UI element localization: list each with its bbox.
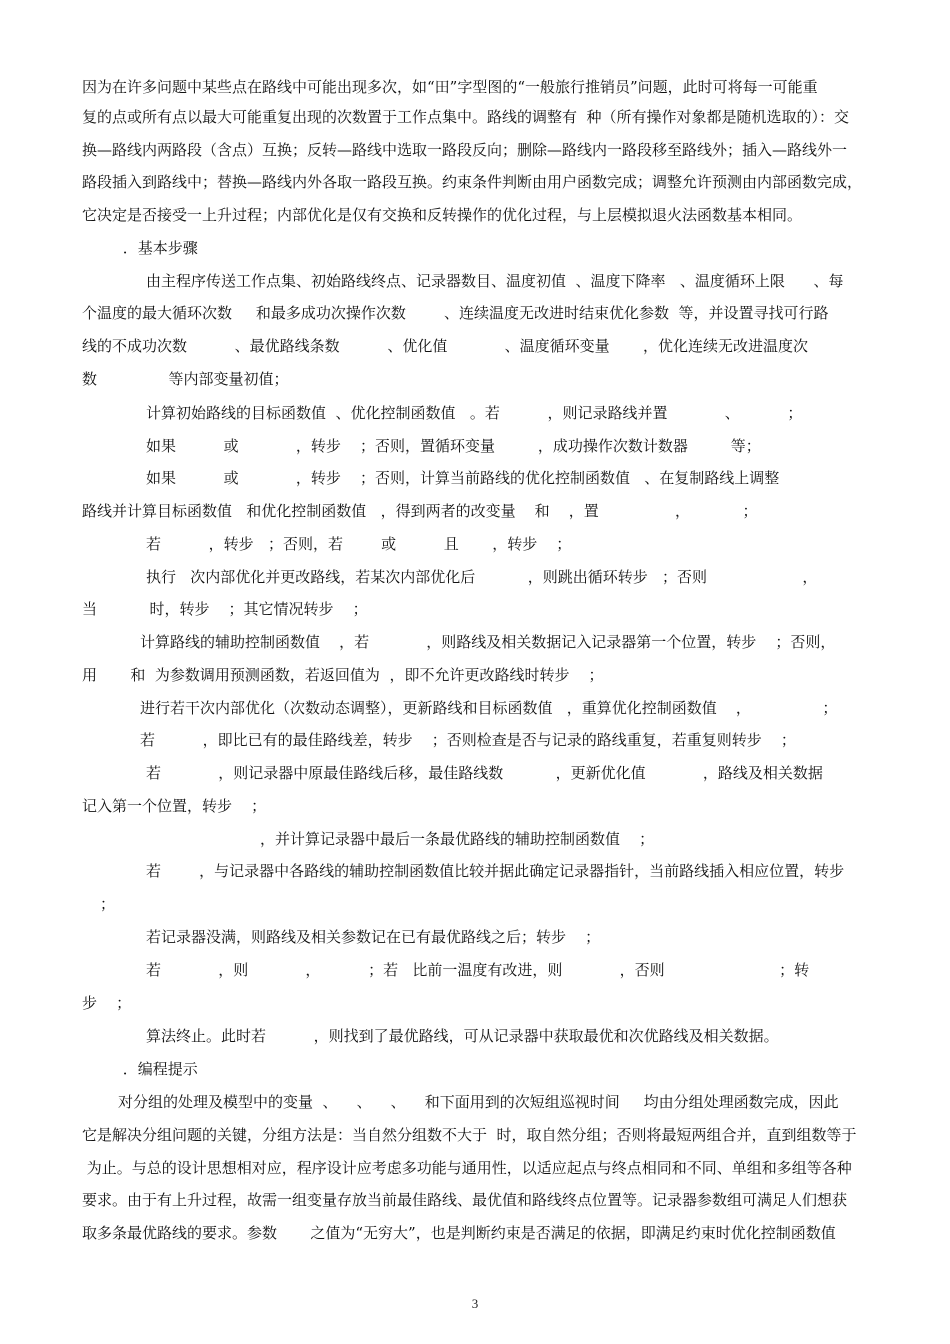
text-line: 若记录器没满，则路线及相关参数记在已有最优路线之后；转步 ； [146,928,601,946]
section-heading: ．编程提示 [118,1060,198,1078]
text-line: 执行 次内部优化并更改路线，若某次内部优化后 ，则跳出循环转步 ；否则 ， [146,568,818,586]
text-line: 若 ，则 ， ；若 比前一温度有改进，则 ，否则 ；转 [146,961,810,979]
text-line: 若 ，即比已有的最佳路线差，转步 ；否则检查是否与记录的路线重复，若重复则转步 ； [140,731,796,749]
text-line: 路线并计算目标函数值 和优化控制函数值 ，得到两者的改变量 和 ，置 ， ； [82,502,758,520]
text-line: 为止。与总的设计思想相对应，程序设计应考虑多功能与通用性，以适应起点与终点相同和不同、单组和多组等各种 [82,1159,852,1177]
text-line: 若 ，则记录器中原最佳路线后移，最佳路线数 ，更新优化值 ，路线及相关数据 [146,764,823,782]
section-heading: ．基本步骤 [118,239,198,257]
text-line: 由主程序传送工作点集、初始路线终点、记录器数目、温度初值 、温度下降率 、温度循环上限 、每 [146,272,844,290]
text-line: 如果 或 ，转步 ；否则，计算当前路线的优化控制函数值 、在复制路线上调整 [146,469,780,487]
text-line: 算法终止。此时若 ，则找到了最优路线，可从记录器中获取最优和次优路线及相关数据。 [146,1027,779,1045]
text-line: 线的不成功次数 、最优路线条数 、优化值 、温度循环变量 ，优化连续无改进温度次 [82,337,808,355]
text-line: 数 等内部变量初值； [82,370,289,388]
text-line: 记入第一个位置，转步 ； [82,797,267,815]
text-line: 若 ，与记录器中各路线的辅助控制函数值比较并据此确定记录器指针，当前路线插入相应位置，转步 [146,862,845,880]
text-line: 对分组的处理及模型中的变量 、 、 、 和下面用到的次短组巡视时间 均由分组处理函数完成，因此 [118,1093,839,1111]
text-line: 当 时，转步 ；其它情况转步 ； [82,600,368,618]
page-number: 3 [471,1296,479,1311]
text-line: ； [100,895,116,913]
text-line: 用 和 为参数调用预测函数，若返回值为 ，即不允许更改路线时转步 ； [82,666,604,684]
text-line: 要求。由于有上升过程，故需一组变量存放当前最佳路线、最优值和路线终点位置等。记录器参数组可满足人们想获 [82,1191,848,1209]
text-line: 换—路线内两路段（含点）互换；反转—路线中选取一路段反向；删除—路线内一路段移至路线外；插入—路线外一 [82,141,848,159]
text-line: 步 ； [82,994,132,1012]
text-line: 计算初始路线的目标函数值 、优化控制函数值 。若 ，则记录路线并置 、 ； [146,404,803,422]
text-line: 它决定是否接受一上升过程；内部优化是仅有交换和反转操作的优化过程，与上层模拟退火法函数基本相同。 [82,206,803,224]
text-line: 计算路线的辅助控制函数值 ，若 ，则路线及相关数据记入记录器第一个位置，转步 ；否则， [140,633,836,651]
text-line: 路段插入到路线中；替换—路线内外各取一路段互换。约束条件判断由用户函数完成；调整允许预测由内部函数完成， [82,173,863,191]
text-line: 因为在许多问题中某些点在路线中可能出现多次，如“田”字型图的“一般旅行推销员”问题，此时可将每一可能重 [82,78,818,96]
text-line: 如果 或 ，转步 ；否则，置循环变量 ，成功操作次数计数器 等； [146,437,761,455]
text-line: 它是解决分组问题的关键，分组方法是：当自然分组数不大于 时，取自然分组；否则将最短两组合并，直到组数等于 [82,1126,857,1144]
text-line: 个温度的最大循环次数 和最多成功次操作次数 、连续温度无改进时结束优化参数 等，并设置寻找可行路 [82,304,829,322]
text-line: ，并计算记录器中最后一条最优路线的辅助控制函数值 ； [260,830,655,848]
text-line: 若 ，转步 ；否则，若 或 且 ，转步 ； [146,535,572,553]
text-line: 复的点或所有点以最大可能重复出现的次数置于工作点集中。路线的调整有 种（所有操作对象都是随机选取的）：交 [82,108,850,126]
text-line: 取多条最优路线的要求。参数 之值为“无穷大”，也是判断约束是否满足的依据，即满足约束时优化控制函数值 [82,1224,836,1242]
text-line: 进行若干次内部优化（次数动态调整），更新路线和目标函数值 ，重算优化控制函数值 ， ； [140,699,838,717]
